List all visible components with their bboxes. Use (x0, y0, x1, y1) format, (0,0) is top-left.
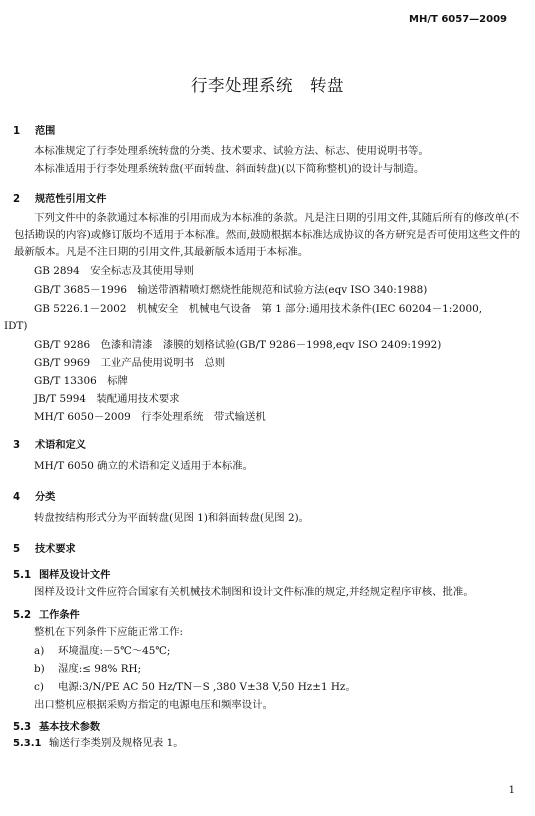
clause-5-3-1 (13, 735, 184, 752)
subsection-5-1-heading (13, 566, 110, 581)
section-3-para-1: MH/T 6050 确立的术语和定义适用于本标准。 (34, 460, 254, 472)
subsection-5-2-para-1: 整机在下列条件下应能正常工作: (34, 626, 183, 638)
section-5-heading (13, 540, 76, 555)
section-number: 4 (13, 492, 21, 503)
section-2-heading (13, 190, 106, 205)
section-title: 基本技术参数 (39, 722, 101, 733)
standard-number: MH/T 6057—2009 (409, 14, 507, 25)
subsection-5-2-para-2: 出口整机应根据采购方指定的电源电压和频率设计。 (34, 699, 273, 711)
list-item (34, 643, 170, 660)
list-item-label: b) (34, 663, 45, 675)
reference-item: GB 5226.1－2002 机械安全 机械电气设备 第 1 部分:通用技术条件(IEC 60204－1:2000, (34, 303, 483, 315)
section-1-para-1: 本标准规定了行李处理系统转盘的分类、技术要求、试验方法、标志、使用说明书等。 (34, 145, 429, 157)
reference-item: MH/T 6050－2009 行李处理系统 带式输送机 (34, 411, 266, 423)
section-number: 5.2 (13, 610, 32, 621)
section-number: 3 (13, 440, 21, 451)
section-title: 工作条件 (39, 610, 80, 621)
clause-number: 5.3.1 (13, 738, 42, 749)
list-item-label: a) (34, 645, 45, 657)
reference-item: GB/T 13306 标牌 (34, 375, 128, 387)
list-item (34, 661, 141, 678)
section-title: 规范性引用文件 (35, 194, 107, 205)
page-number: 1 (508, 785, 515, 796)
list-item-text: 环境温度:－5℃～45℃; (58, 645, 171, 657)
subsection-5-3-heading (13, 718, 100, 733)
reference-item: GB 2894 安全标志及其使用导则 (34, 265, 194, 277)
clause-text: 输送行李类别及规格见表 1。 (49, 737, 184, 749)
list-item-text: 电源:3/N/PE AC 50 Hz/TN－S ,380 V±38 V,50 Hz±1 Hz。 (58, 681, 356, 693)
reference-item: GB/T 3685－1996 输送带酒精喷灯燃烧性能规范和试验方法(eqv ISO 340:1988) (34, 284, 428, 296)
section-number: 5 (13, 544, 21, 555)
section-1-heading (13, 122, 55, 137)
list-item-label: c) (34, 681, 44, 693)
section-title: 范围 (35, 126, 56, 137)
page-title: 行李处理系统 转盘 (191, 76, 344, 95)
section-title: 分类 (35, 492, 56, 503)
list-item (34, 679, 356, 696)
section-3-heading (13, 436, 86, 451)
section-2-para-1: 下列文件中的条款通过本标准的引用而成为本标准的条款。凡是注日期的引用文件,其随后所有的修改单(不包括勘误的内容)或修订版均不适用于本标准。然而,鼓励根据本标准达成协议的各方研究是否可使用这些文件的最新版本。凡是不注日期的引用文件,其最新版本适用于本标准。 (14, 212, 521, 258)
section-4-heading (13, 488, 55, 503)
reference-item-continuation: IDT) (4, 320, 28, 332)
section-number: 2 (13, 194, 21, 205)
section-title: 术语和定义 (35, 440, 86, 451)
section-number: 1 (13, 126, 21, 137)
section-title: 图样及设计文件 (39, 570, 111, 581)
reference-item: JB/T 5994 装配通用技术要求 (34, 393, 180, 405)
section-1-para-2: 本标准适用于行李处理系统转盘(平面转盘、斜面转盘)(以下简称整机)的设计与制造。 (34, 163, 425, 175)
reference-item: GB/T 9286 色漆和清漆 漆膜的划格试验(GB/T 9286－1998,eqv ISO 2409:1992) (34, 339, 442, 351)
reference-item: GB/T 9969 工业产品使用说明书 总则 (34, 357, 226, 369)
section-4-para-1: 转盘按结构形式分为平面转盘(见图 1)和斜面转盘(见图 2)。 (34, 512, 310, 524)
list-item-text: 湿度:≤ 98% RH; (58, 663, 142, 675)
subsection-5-2-heading (13, 606, 80, 621)
section-title: 技术要求 (35, 544, 76, 555)
section-number: 5.1 (13, 570, 32, 581)
section-number: 5.3 (13, 722, 32, 733)
subsection-5-1-para: 图样及设计文件应符合国家有关机械技术制图和设计文件标准的规定,并经规定程序审核、批准。 (34, 586, 474, 598)
